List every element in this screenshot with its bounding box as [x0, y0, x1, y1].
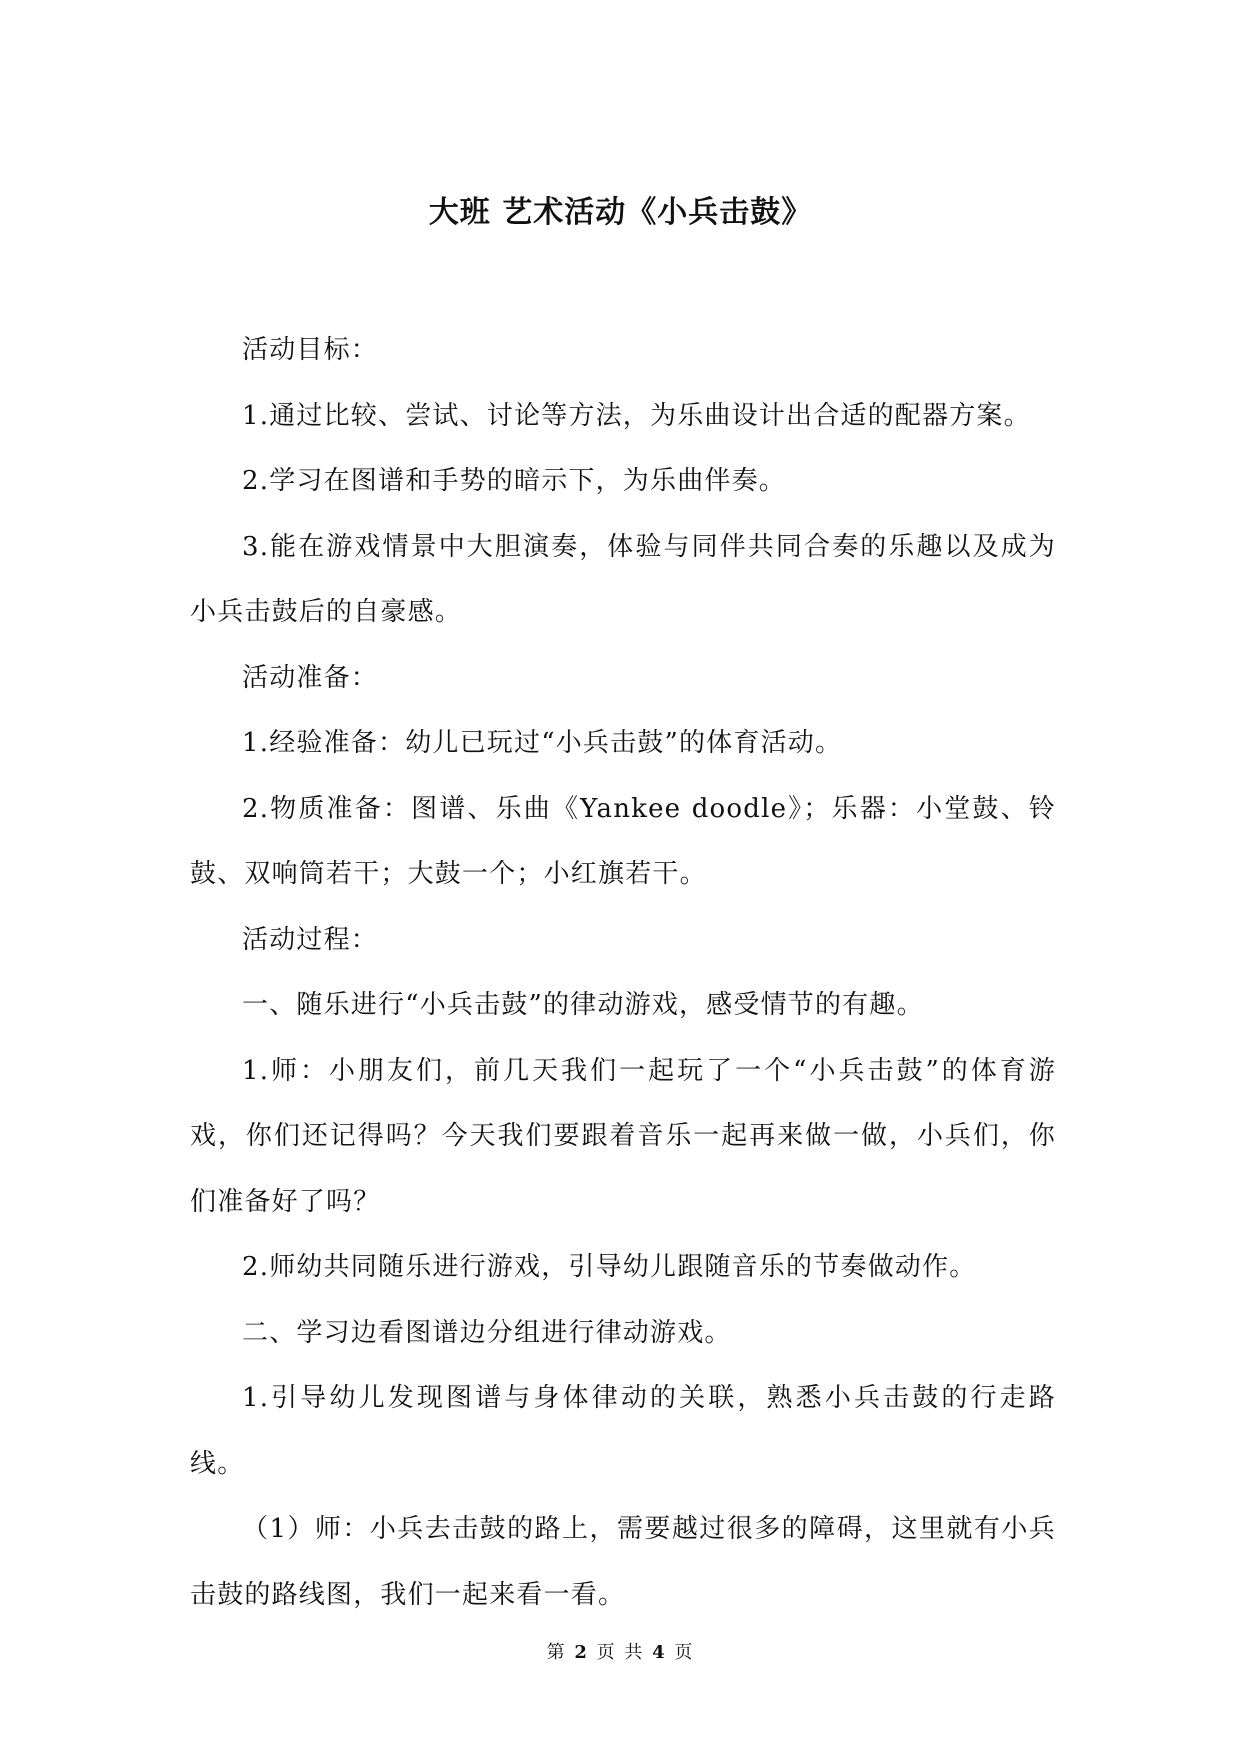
- footer-suffix: 页: [674, 1642, 695, 1663]
- footer-current-page: 2: [574, 1642, 589, 1663]
- footer-prefix: 第: [546, 1642, 567, 1663]
- paragraph-process-section-2: 二、学习边看图谱边分组进行律动游戏。: [242, 1317, 732, 1348]
- paragraph-process-2-1-1: （1）师：小兵去击鼓的路上，需要越过很多的障碍，这里就有小兵击鼓的路线图，我们一起来看一看。: [190, 1514, 1056, 1610]
- paragraph-process-heading: 活动过程：: [242, 924, 379, 955]
- paragraph-goal-2: 2.学习在图谱和手势的暗示下，为乐曲伴奏。: [242, 466, 787, 496]
- page-title: 大班 艺术活动《小兵击鼓》: [428, 195, 813, 230]
- footer-middle: 页 共: [596, 1642, 645, 1663]
- paragraph-preparation-heading: 活动准备：: [242, 662, 379, 693]
- paragraph-goal-1: 1.通过比较、尝试、讨论等方法，为乐曲设计出合适的配器方案。: [242, 400, 1031, 431]
- paragraph-process-1-2: 2.师幼共同随乐进行游戏，引导幼儿跟随音乐的节奏做动作。: [242, 1252, 977, 1282]
- paragraph-preparation-2: 2.物质准备：图谱、乐曲《Yankee doodle》；乐器：小堂鼓、铃鼓、双响筒若干；大鼓一个；小红旗若干。: [190, 793, 1056, 889]
- paragraph-process-1-1: 1.师：小朋友们，前几天我们一起玩了一个“小兵击鼓”的体育游戏，你们还记得吗？今天我们要跟着音乐一起再来做一做，小兵们，你们准备好了吗？: [190, 1055, 1056, 1217]
- paragraph-process-section-1: 一、随乐进行“小兵击鼓”的律动游戏，感受情节的有趣。: [242, 990, 924, 1020]
- paragraph-goal-3: 3.能在游戏情景中大胆演奏，体验与同伴共同合奏的乐趣以及成为小兵击鼓后的自豪感。: [190, 531, 1056, 627]
- document-body: [190, 318, 1056, 1628]
- footer-total-pages: 4: [652, 1642, 667, 1663]
- paragraph-process-2-1: 1.引导幼儿发现图谱与身体律动的关联，熟悉小兵击鼓的行走路线。: [190, 1383, 1056, 1479]
- page-footer: [0, 1641, 1241, 1665]
- paragraph-preparation-1: 1.经验准备：幼儿已玩过“小兵击鼓”的体育活动。: [242, 728, 843, 758]
- paragraph-goals-heading: 活动目标：: [242, 335, 379, 365]
